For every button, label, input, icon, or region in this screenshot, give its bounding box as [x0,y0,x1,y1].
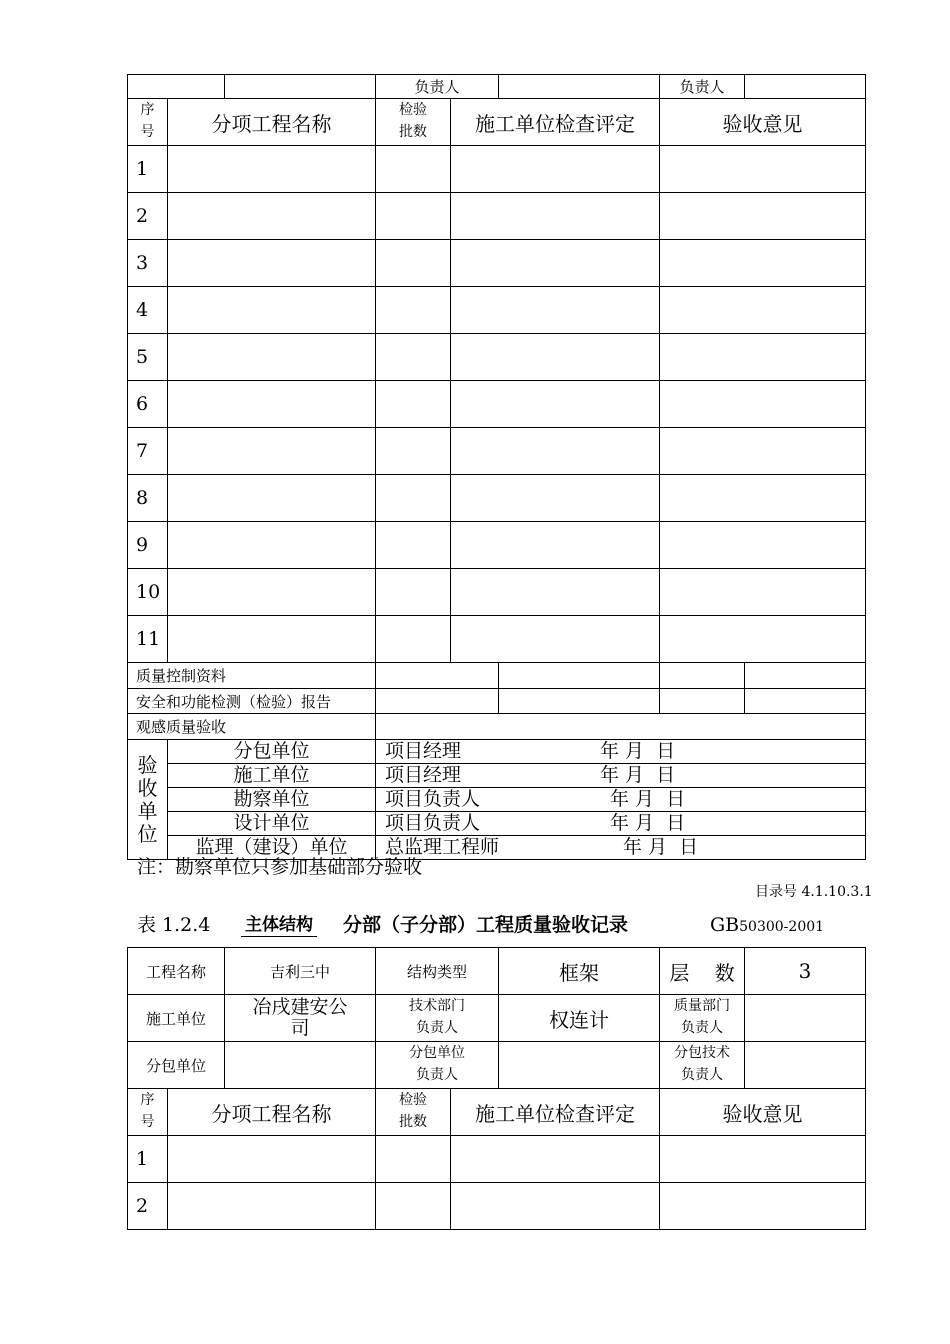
acceptance-date[interactable]: 年 月 日 [600,740,676,762]
row-number: 9 [128,522,168,569]
project-name-label: 工程名称 [128,948,225,995]
safety-cell-4[interactable] [745,689,866,714]
batch-count-cell[interactable] [376,240,451,287]
item-name-cell[interactable] [168,1183,376,1230]
item-name-cell[interactable] [168,616,376,663]
tech-dept-label [376,995,499,1042]
table-row [128,287,866,334]
sub-unit-resp-label [376,1042,499,1089]
item-name-cell[interactable] [168,569,376,616]
table-row [128,569,866,616]
row-number: 11 [128,616,168,663]
check-result-cell[interactable] [451,616,660,663]
acceptance-label [128,740,168,860]
table-row [128,1136,866,1183]
acceptance-char: 验 [137,752,158,777]
seq-header-a: 序 [140,1092,155,1109]
acceptance-date[interactable]: 年 月 日 [610,812,686,834]
item-name-cell[interactable] [168,334,376,381]
subject-name: 主体结构 [241,914,317,937]
seq-header [128,99,168,146]
check-result-cell[interactable] [451,193,660,240]
opinion-cell[interactable] [660,475,866,522]
check-result-cell[interactable] [451,522,660,569]
item-name-cell[interactable] [168,146,376,193]
acceptance-unit-name: 设计单位 [168,812,376,835]
acceptance-unit-role: 项目经理 [385,764,462,786]
check-result-cell[interactable] [451,1183,660,1230]
sub-tech-label [660,1042,745,1089]
batch-count-cell[interactable] [376,193,451,240]
table-row [128,381,866,428]
constructor-value[interactable] [225,995,376,1042]
batch-count-cell[interactable] [376,569,451,616]
constructor-row [128,995,866,1042]
record-title: 分部（子分部）工程质量验收记录 [343,914,629,936]
acceptance-block [128,740,866,860]
check-result-cell[interactable] [451,569,660,616]
responsible-value-2[interactable] [745,75,866,99]
blank-cell [225,75,376,99]
name-header: 分项工程名称 [168,99,376,146]
row-number: 8 [128,475,168,522]
standard-prefix: GB [710,914,740,936]
row-number: 1 [128,146,168,193]
sub-unit-value[interactable] [225,1042,376,1089]
seq-header-b: 号 [140,124,155,140]
opinion-cell[interactable] [660,569,866,616]
seq-header-a: 序 [140,102,155,119]
acceptance-unit-name: 监理（建设）单位 [168,836,376,859]
tech-dept-b: 负责人 [416,1020,459,1036]
acceptance-unit-name: 勘察单位 [168,788,376,811]
constructor-value-b: 司 [290,1017,310,1039]
table-row [128,522,866,569]
responsible-label-1: 负责人 [376,75,499,99]
acceptance-unit-name: 施工单位 [168,764,376,787]
column-header-row [128,1089,866,1136]
acceptance-unit-role: 项目负责人 [385,812,481,834]
safety-cell-2[interactable] [499,689,660,714]
batch-count-cell[interactable] [376,334,451,381]
table-row [128,334,866,381]
acceptance-unit-role: 项目经理 [385,740,462,762]
row-number: 1 [128,1136,168,1183]
sub-unit-resp-a: 分包单位 [409,1045,466,1062]
name-header: 分项工程名称 [168,1089,376,1136]
quality-dept-b: 负责人 [681,1020,724,1036]
constructor-label: 施工单位 [128,995,225,1042]
item-name-cell[interactable] [168,428,376,475]
table-row [128,193,866,240]
batch-header-a: 检验 [399,1092,428,1109]
acceptance-date[interactable]: 年 月 日 [610,788,686,810]
seq-header [128,1089,168,1136]
batch-header [376,1089,451,1136]
check-header: 施工单位检查评定 [451,1089,660,1136]
opinion-cell[interactable] [660,616,866,663]
project-name[interactable]: 吉利三中 [225,948,376,995]
item-name-cell[interactable] [168,240,376,287]
quality-dept-a: 质量部门 [674,998,731,1015]
row-number: 4 [128,287,168,334]
acceptance-date[interactable]: 年 月 日 [623,836,699,858]
batch-header-b: 批数 [399,1114,428,1130]
opinion-cell[interactable] [660,287,866,334]
appearance-label: 观感质量验收 [128,714,376,740]
table-row [128,240,866,287]
qc-cell-2[interactable] [499,663,660,689]
opinion-cell[interactable] [660,1183,866,1230]
acceptance-unit-row [168,812,865,836]
opinion-cell[interactable] [660,428,866,475]
row-number: 3 [128,240,168,287]
table-row [128,475,866,522]
item-name-cell[interactable] [168,287,376,334]
seq-header-b: 号 [140,1114,155,1130]
batch-count-cell[interactable] [376,1183,451,1230]
batch-count-cell[interactable] [376,428,451,475]
row-number: 7 [128,428,168,475]
table-row [128,1183,866,1230]
standard-number: 50300-2001 [739,919,825,935]
qc-cell-4[interactable] [745,663,866,689]
bottom-acceptance-table [127,947,866,1230]
check-result-cell[interactable] [451,287,660,334]
item-name-cell[interactable] [168,522,376,569]
qc-cell-3[interactable] [660,663,745,689]
item-name-cell[interactable] [168,475,376,522]
batch-count-cell[interactable] [376,287,451,334]
acceptance-unit-role: 总监理工程师 [385,836,500,858]
note: 注：勘察单位只参加基础部分验收 [137,856,423,878]
safety-report-label: 安全和功能检测（检验）报告 [128,689,376,714]
batch-count-cell[interactable] [376,522,451,569]
sub-contractor-row [128,1042,866,1089]
check-result-cell[interactable] [451,381,660,428]
quality-control-row [128,663,866,689]
check-header: 施工单位检查评定 [451,99,660,146]
project-row [128,948,866,995]
opinion-cell[interactable] [660,146,866,193]
catalog-number: 目录号 4.1.10.3.1 [755,884,873,900]
acceptance-unit-row [168,740,865,764]
appearance-cell[interactable] [376,714,866,740]
opinion-cell[interactable] [660,334,866,381]
check-result-cell[interactable] [451,240,660,287]
opinion-cell[interactable] [660,1136,866,1183]
safety-report-row [128,689,866,714]
quality-control-label: 质量控制资料 [128,663,376,689]
blank-cell [128,75,225,99]
appearance-row [128,714,866,740]
safety-cell-3[interactable] [660,689,745,714]
qc-cell-1[interactable] [376,663,499,689]
item-name-cell[interactable] [168,1136,376,1183]
floors-value[interactable]: 3 [745,948,866,995]
column-header-row [128,99,866,146]
opinion-header: 验收意见 [660,1089,866,1136]
check-result-cell[interactable] [451,475,660,522]
row-number: 5 [128,334,168,381]
row-number: 2 [128,1183,168,1230]
batch-count-cell[interactable] [376,146,451,193]
opinion-cell[interactable] [660,381,866,428]
top-acceptance-table [127,74,866,860]
opinion-header: 验收意见 [660,99,866,146]
structure-label: 结构类型 [376,948,499,995]
batch-header-a: 检验 [399,102,427,119]
acceptance-unit-row [168,764,865,788]
responsible-row [128,75,866,99]
sub-unit-resp-b: 负责人 [416,1067,459,1083]
check-result-cell[interactable] [451,1136,660,1183]
row-number: 2 [128,193,168,240]
table-number: 表 1.2.4 [137,914,211,936]
check-result-cell[interactable] [451,428,660,475]
constructor-value-a: 冶戌建安公 [252,996,348,1018]
standard-code [710,914,824,938]
acceptance-unit-role: 项目负责人 [385,788,481,810]
row-number: 6 [128,381,168,428]
quality-dept-value[interactable] [745,995,866,1042]
responsible-value-1[interactable] [499,75,660,99]
opinion-cell[interactable] [660,522,866,569]
batch-count-cell[interactable] [376,381,451,428]
table-row [128,616,866,663]
acceptance-char: 单 [137,798,158,823]
acceptance-char: 收 [137,775,158,800]
floors-label: 层 数 [660,948,745,995]
acceptance-units [168,740,866,860]
opinion-cell[interactable] [660,240,866,287]
quality-dept-label [660,995,745,1042]
responsible-label-2: 负责人 [660,75,745,99]
tech-dept-a: 技术部门 [409,998,466,1015]
batch-header-b: 批数 [399,124,427,140]
check-result-cell[interactable] [451,146,660,193]
table-row [128,428,866,475]
check-result-cell[interactable] [451,334,660,381]
structure-value[interactable]: 框架 [499,948,660,995]
sub-tech-b: 负责人 [681,1067,724,1083]
item-name-cell[interactable] [168,193,376,240]
item-name-cell[interactable] [168,381,376,428]
batch-header [376,99,451,146]
row-number: 10 [128,569,168,616]
table-row [128,146,866,193]
acceptance-unit-row [168,788,865,812]
opinion-cell[interactable] [660,193,866,240]
safety-cell-1[interactable] [376,689,499,714]
sub-unit-label: 分包单位 [128,1042,225,1089]
batch-count-cell[interactable] [376,616,451,663]
tech-person[interactable]: 权连计 [499,995,660,1042]
sub-unit-resp-value[interactable] [499,1042,660,1089]
batch-count-cell[interactable] [376,1136,451,1183]
sub-tech-a: 分包技术 [674,1045,731,1062]
acceptance-date[interactable]: 年 月 日 [600,764,676,786]
acceptance-unit-name: 分包单位 [168,740,376,763]
acceptance-char: 位 [137,821,158,846]
batch-count-cell[interactable] [376,475,451,522]
sub-tech-value[interactable] [745,1042,866,1089]
